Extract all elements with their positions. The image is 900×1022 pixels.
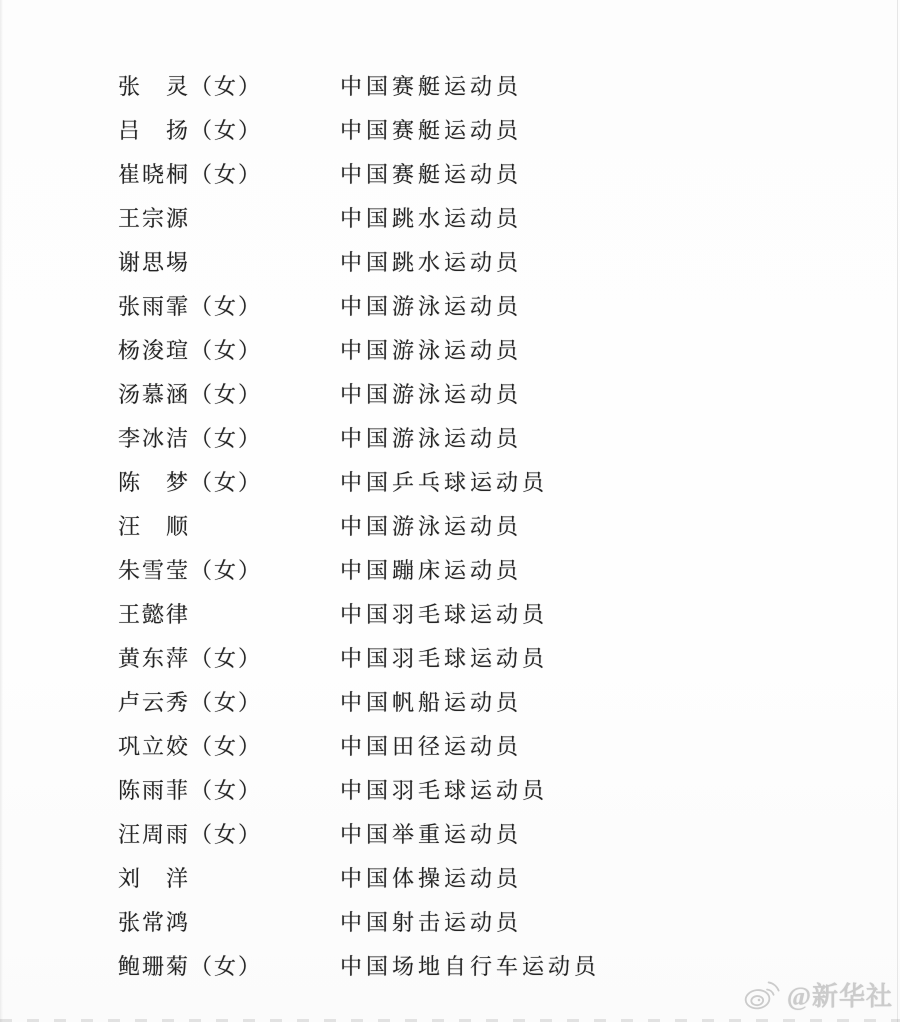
athlete-title: 中国羽毛球运动员 (340, 777, 549, 803)
athlete-list (0, 63, 900, 987)
athlete-title: 中国游泳运动员 (340, 337, 523, 363)
athlete-row (0, 723, 900, 767)
athlete-name: 刘 洋 (118, 865, 191, 891)
athlete-title: 中国游泳运动员 (340, 513, 523, 539)
athlete-row (0, 767, 900, 811)
athlete-row (0, 283, 900, 327)
weibo-watermark (742, 976, 893, 1013)
athlete-title: 中国跳水运动员 (340, 205, 523, 231)
athlete-title: 中国乒乓球运动员 (340, 469, 549, 495)
athlete-name: 汤慕涵（女） (118, 381, 263, 407)
athlete-name: 陈 梦（女） (118, 469, 263, 495)
athlete-title: 中国游泳运动员 (340, 425, 523, 451)
athlete-row (0, 371, 900, 415)
athlete-name: 张 灵（女） (118, 73, 263, 99)
athlete-name: 王宗源 (118, 205, 191, 231)
watermark-handle: @新华社 (786, 982, 893, 1011)
athlete-row (0, 459, 900, 503)
athlete-title: 中国羽毛球运动员 (340, 601, 549, 627)
athlete-title: 中国跳水运动员 (340, 249, 523, 275)
athlete-title: 中国场地自行车运动员 (340, 953, 601, 979)
athlete-row (0, 327, 900, 371)
athlete-title: 中国羽毛球运动员 (340, 645, 549, 671)
athlete-name: 吕 扬（女） (118, 117, 263, 143)
athlete-row (0, 679, 900, 723)
athlete-name: 张常鸿 (118, 909, 191, 935)
athlete-name: 张雨霏（女） (118, 293, 263, 319)
athlete-row (0, 195, 900, 239)
athlete-name: 汪周雨（女） (118, 821, 263, 847)
athlete-title: 中国蹦床运动员 (340, 557, 523, 583)
athlete-title: 中国射击运动员 (340, 909, 523, 935)
athlete-row (0, 151, 900, 195)
athlete-row (0, 855, 900, 899)
athlete-row (0, 635, 900, 679)
athlete-title: 中国游泳运动员 (340, 381, 523, 407)
athlete-name: 黄东萍（女） (118, 645, 263, 671)
athlete-name: 朱雪莹（女） (118, 557, 263, 583)
athlete-name: 王懿律 (118, 601, 191, 627)
athlete-title: 中国赛艇运动员 (340, 117, 523, 143)
athlete-row (0, 591, 900, 635)
athlete-name: 巩立姣（女） (118, 733, 263, 759)
athlete-row (0, 811, 900, 855)
athlete-name: 崔晓桐（女） (118, 161, 263, 187)
athlete-name: 李冰洁（女） (118, 425, 263, 451)
athlete-title: 中国体操运动员 (340, 865, 523, 891)
athlete-title: 中国田径运动员 (340, 733, 523, 759)
athlete-row (0, 107, 900, 151)
weibo-icon (740, 976, 785, 1013)
athlete-title: 中国赛艇运动员 (340, 73, 523, 99)
athlete-title: 中国帆船运动员 (340, 689, 523, 715)
athlete-name: 谢思埸 (118, 249, 191, 275)
athlete-row (0, 503, 900, 547)
athlete-title: 中国赛艇运动员 (340, 161, 523, 187)
athlete-row (0, 899, 900, 943)
athlete-name: 鲍珊菊（女） (118, 953, 263, 979)
athlete-name: 陈雨菲（女） (118, 777, 263, 803)
athlete-title: 中国举重运动员 (340, 821, 523, 847)
athlete-row (0, 63, 900, 107)
athlete-row (0, 239, 900, 283)
athlete-title: 中国游泳运动员 (340, 293, 523, 319)
athlete-row (0, 547, 900, 591)
athlete-name: 杨浚瑄（女） (118, 337, 263, 363)
athlete-name: 卢云秀（女） (118, 689, 263, 715)
athlete-name: 汪 顺 (118, 513, 191, 539)
athlete-row (0, 415, 900, 459)
